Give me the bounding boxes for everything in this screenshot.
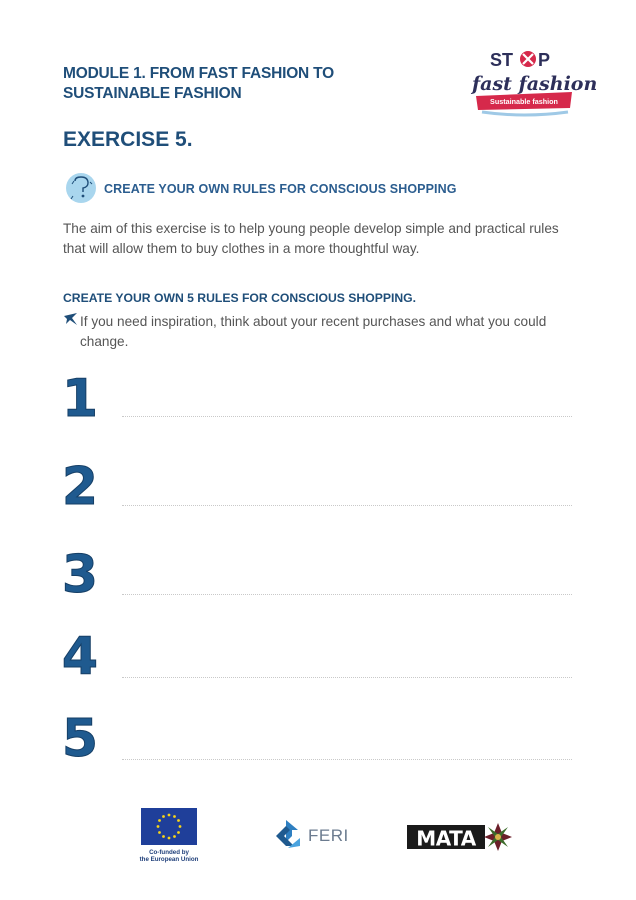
feri-arrow-icon	[272, 818, 306, 854]
eu-cofunded-line1: Co-funded by	[149, 849, 189, 856]
rule-number-2	[61, 457, 99, 517]
rule-number-1	[61, 369, 99, 429]
rule-input-2[interactable]	[122, 505, 572, 506]
rule-number-5	[61, 709, 99, 769]
rule-number-3	[61, 545, 99, 605]
logo-fast-fashion-text: fast fashion	[472, 73, 598, 95]
logo-stop-text: ST	[490, 50, 514, 70]
logo-tagline: Sustainable fashion	[490, 97, 558, 106]
stop-fast-fashion-logo	[468, 44, 598, 118]
exercise-title: EXERCISE 5.	[63, 128, 193, 151]
svg-text:4: 4	[61, 627, 99, 687]
mata-logo	[407, 822, 513, 852]
rule-number-4	[61, 627, 99, 687]
feri-text: FERI	[308, 826, 349, 845]
rules-heading: CREATE YOUR OWN 5 RULES FOR CONSCIOUS SHOPPING.	[63, 291, 417, 305]
rule-input-1[interactable]	[122, 416, 572, 417]
intro-paragraph: The aim of this exercise is to help young people develop simple and practical rules that will allow them to buy clothes in a more thoughtful way.	[63, 221, 559, 256]
rule-input-4[interactable]	[122, 677, 572, 678]
mata-text: MATA	[416, 826, 476, 851]
logo-stop-o-icon	[520, 51, 536, 67]
tip-text: If you need inspiration, think about your recent purchases and what you could change.	[80, 314, 547, 349]
svg-text:1: 1	[61, 369, 99, 429]
star-bullet-icon	[63, 312, 78, 327]
logo-stop-end-text: P	[538, 50, 551, 70]
eu-flag-icon	[141, 808, 197, 845]
eu-cofunded-line2: the European Union	[139, 856, 199, 863]
eu-logo	[136, 808, 202, 863]
svg-text:3: 3	[61, 545, 99, 605]
question-bubble-icon	[64, 172, 98, 204]
module-title: MODULE 1. FROM FAST FASHION TO SUSTAINABLE FASHION	[63, 65, 335, 102]
svg-text:5: 5	[61, 709, 99, 769]
feri-logo	[272, 818, 349, 854]
rule-input-5[interactable]	[122, 759, 572, 760]
section-heading: CREATE YOUR OWN RULES FOR CONSCIOUS SHOPPING	[104, 182, 457, 196]
rule-input-3[interactable]	[122, 594, 572, 595]
mata-star-icon	[484, 823, 512, 851]
svg-text:2: 2	[61, 457, 99, 517]
